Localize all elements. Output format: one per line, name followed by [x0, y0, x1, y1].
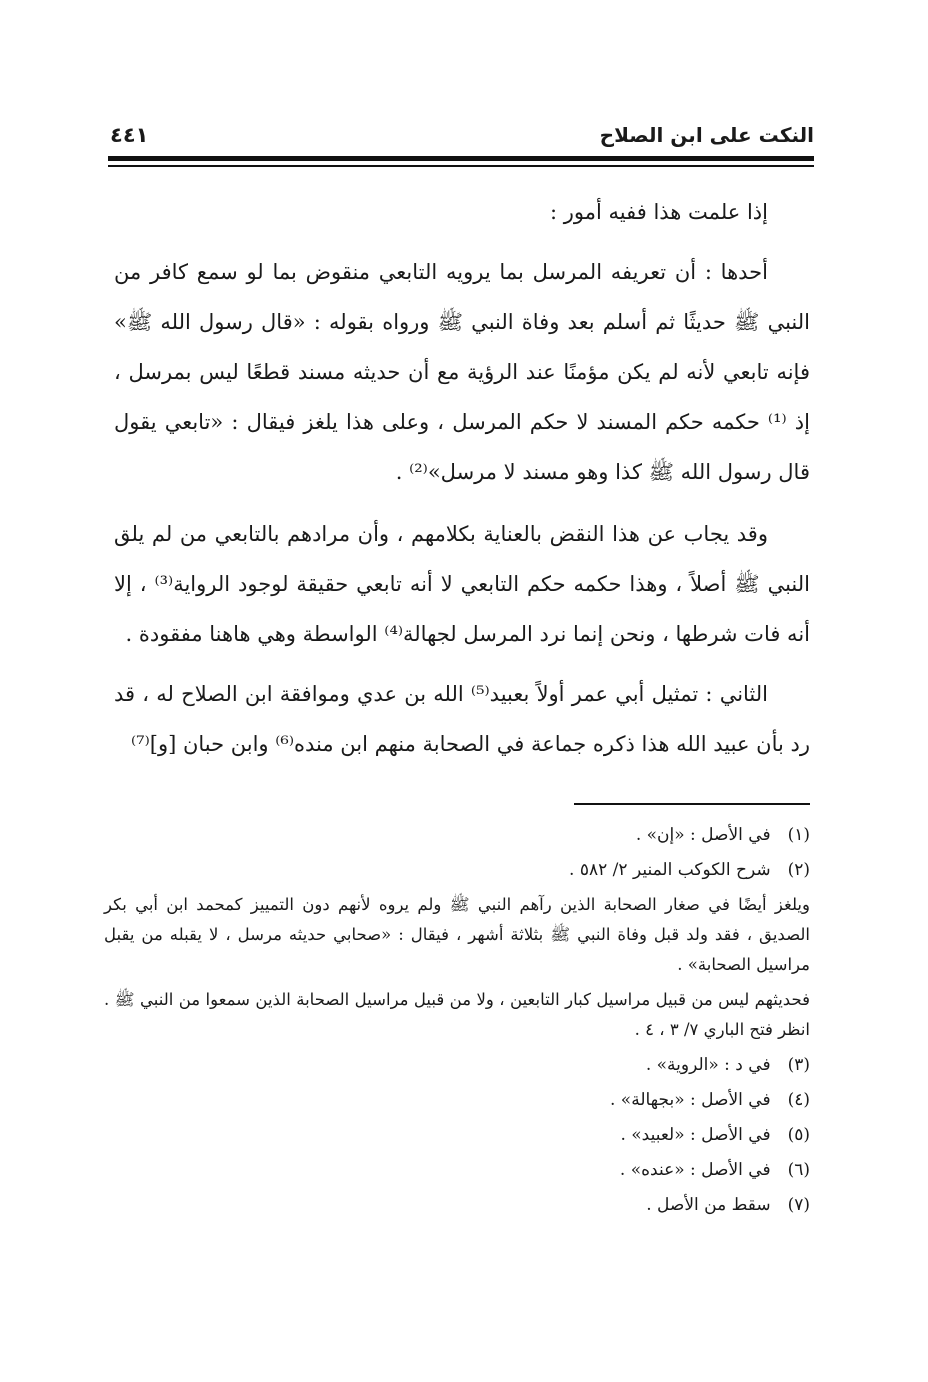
- footnote-number: (٢): [787, 860, 810, 880]
- page-number: ٤٤١: [110, 123, 149, 147]
- footnote-2: [104, 855, 810, 885]
- footnote-number: (٦): [787, 1160, 810, 1180]
- running-header: [108, 118, 814, 152]
- footnote-text: في الأصل : «إن» .: [635, 825, 771, 845]
- paragraph-intro: إذا علمت هذا ففيه أمور :: [550, 200, 768, 224]
- footnote-4: [104, 1085, 810, 1115]
- footnote-text: سقط من الأصل .: [646, 1195, 771, 1215]
- footnote-text: في الأصل : «عنده» .: [619, 1160, 771, 1180]
- footnote-6: [104, 1155, 810, 1185]
- footnote-2-continuation-1: ويلغز أيضًا في صغار الصحابة الذين رآهم النبي ﷺ ولم يروه لأنهم دون التمييز كمحمد ابن أبي بكر الصديق ، فقد ولد قبل وفاة النبي ﷺ بثلاثة أشهر ، فيقال : «صحابي حديثه مرسل ، لا يقبله من يقبل مراسيل الصحابة» .: [104, 895, 810, 974]
- header-rule-thick: [108, 156, 814, 161]
- footnote-number: (٣): [787, 1055, 810, 1075]
- main-text: [114, 187, 810, 769]
- footnote-5: [104, 1120, 810, 1150]
- paragraph-second-point: الثاني : تمثيل أبي عمر أولاً بعبيد⁽⁵⁾ الله بن عدي وموافقة ابن الصلاح له ، قد رد بأن عبيد الله هذا ذكره جماعة في الصحابة منهم ابن منده⁽⁶⁾ وابن حبان [و]⁽⁷⁾: [114, 682, 810, 756]
- footnote-7: [104, 1190, 810, 1220]
- footnote-text: في الأصل : «لعبيد» .: [620, 1125, 771, 1145]
- footnote-3: [104, 1050, 810, 1080]
- footnote-number: (٧): [787, 1195, 810, 1215]
- footnote-2-continuation-2: فحديثهم ليس من قبيل مراسيل كبار التابعين ، ولا من قبيل مراسيل الصحابة الذين سمعوا من النبي ﷺ . انظر فتح الباري ٧/ ٣ ، ٤ .: [104, 990, 810, 1039]
- paragraph-response: وقد يجاب عن هذا النقض بالعناية بكلامهم ، وأن مرادهم بالتابعي من لم يلق النبي ﷺ أصلاً ، وهذا حكمه حكم التابعي لا أنه تابعي حقيقة لوجود الرواية⁽³⁾ ، إلا أنه فات شرطها ، ونحن إنما نرد المرسل لجهالة⁽⁴⁾ الواسطة وهي هاهنا مفقودة .: [114, 522, 810, 646]
- book-title: النكت على ابن الصلاح: [599, 123, 814, 147]
- footnote-number: (١): [787, 825, 810, 845]
- paragraph-first-point: أحدها : أن تعريفه المرسل بما يرويه التابعي منقوض بما لو سمع كافر من النبي ﷺ حديثًا ثم أسلم بعد وفاة النبي ﷺ ورواه بقوله : «قال رسول الله ﷺ» فإنه تابعي لأنه لم يكن مؤمنًا عند الرؤية مع أن حديثه مسند قطعًا ليس بمرسل ، إذ ⁽¹⁾ حكمه حكم المسند لا حكم المرسل ، وعلى هذا يلغز فيقال : «تابعي يقول قال رسول الله ﷺ كذا وهو مسند لا مرسل»⁽²⁾ .: [114, 260, 810, 484]
- header-rule-thin: [108, 165, 814, 167]
- footnote-separator: [574, 803, 810, 805]
- footnote-1: [104, 820, 810, 850]
- footnote-text: في الأصل : «بجهالة» .: [610, 1090, 771, 1110]
- footnote-text: شرح الكوكب المنير ٢/ ٥٨٢ .: [569, 860, 771, 880]
- footnotes: [104, 820, 810, 1225]
- footnote-text: في د : «الروية» .: [645, 1055, 771, 1075]
- footnote-number: (٤): [787, 1090, 810, 1110]
- footnote-number: (٥): [787, 1125, 810, 1145]
